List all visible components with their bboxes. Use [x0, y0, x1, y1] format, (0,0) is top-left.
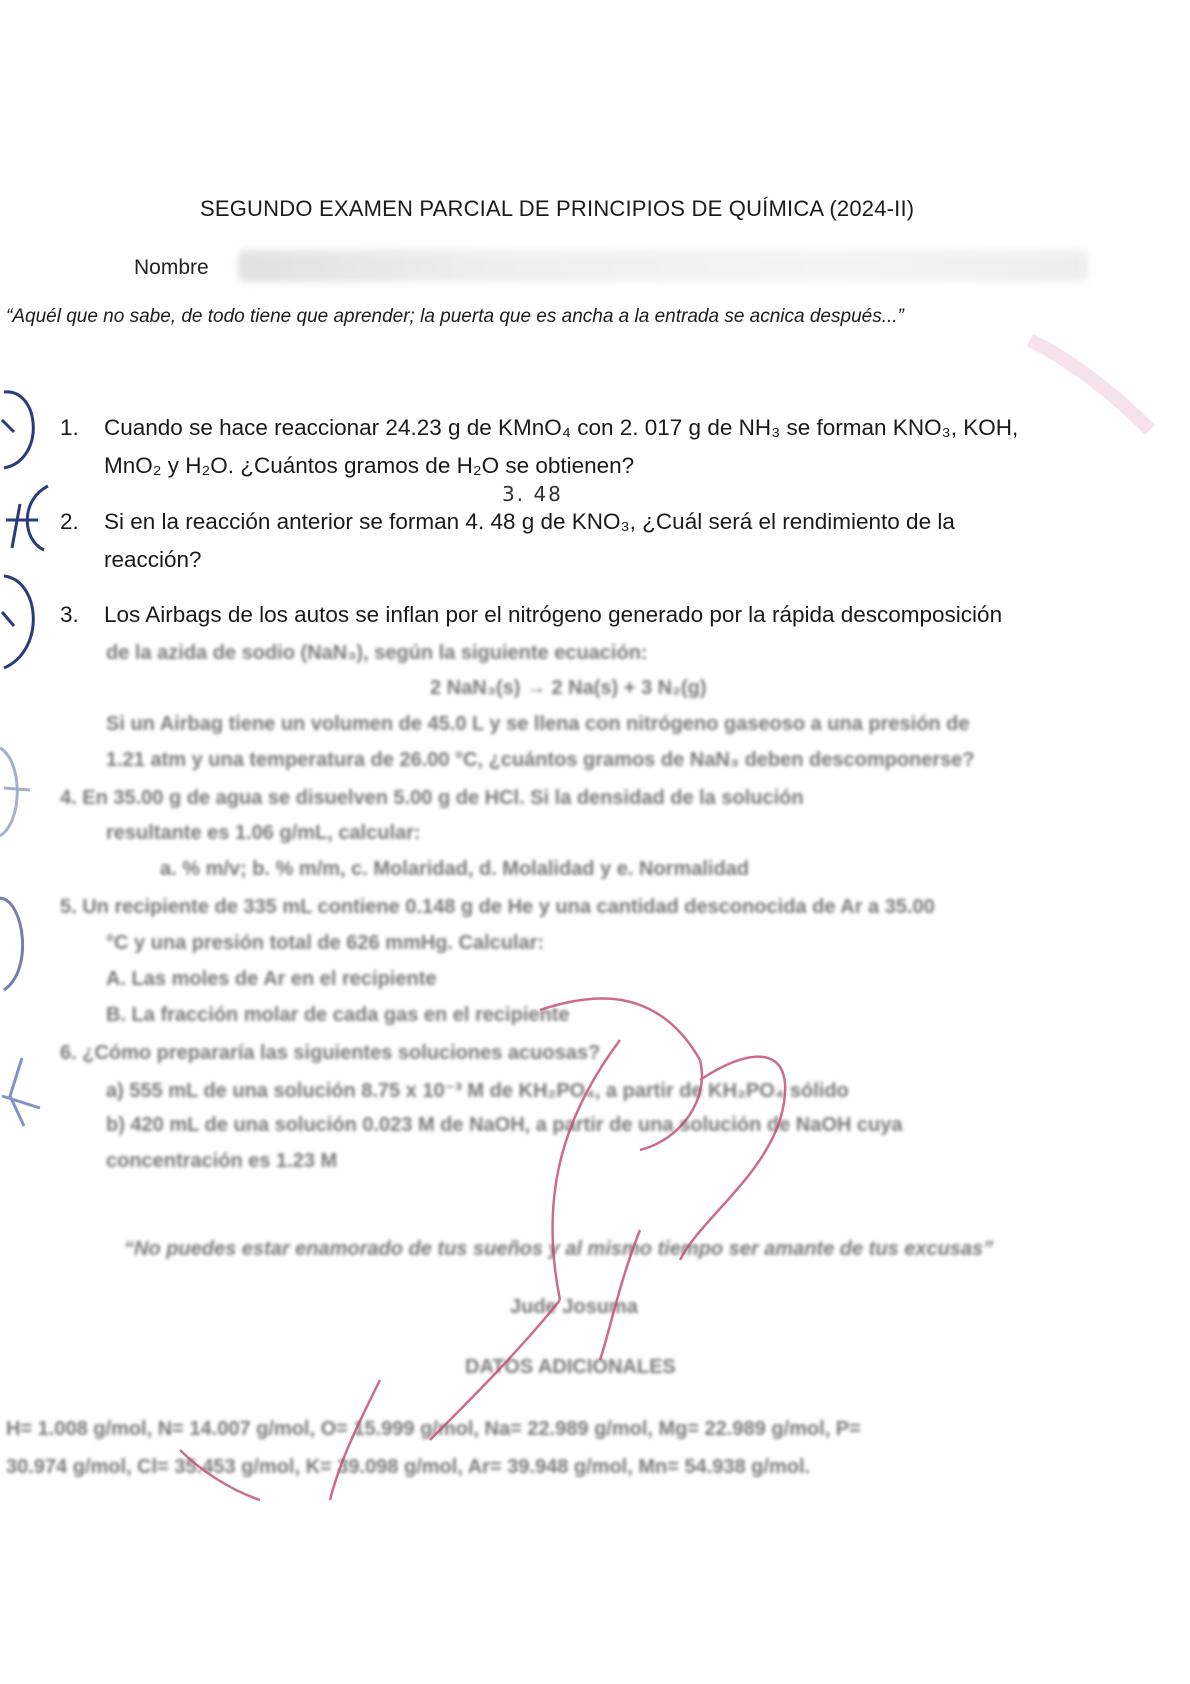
question-text: [104, 596, 1002, 634]
question-number: 1.: [60, 415, 79, 440]
faded-line: Si un Airbag tiene un volumen de 45.0 L y se llena con nitrógeno gaseoso a una presión de: [106, 713, 970, 735]
faded-line: de la azida de sodio (NaN₃), según la siguiente ecuación:: [106, 642, 648, 664]
question-number: 3.: [60, 602, 79, 627]
faded-line: concentración es 1.23 M: [106, 1150, 338, 1172]
handwritten-note: 3. 48: [502, 482, 563, 506]
faded-line: °C y una presión total de 626 mmHg. Calcular:: [106, 932, 545, 954]
question-line: Si en la reacción anterior se forman 4. 48 g de KNO₃, ¿Cuál será el rendimiento de la: [104, 509, 955, 534]
name-label: Nombre: [134, 256, 209, 279]
question-line: Cuando se hace reaccionar 24.23 g de KMnO₄ con 2. 017 g de NH₃ se forman KNO₃, KOH,: [104, 415, 1019, 440]
faded-line: 5. Un recipiente de 335 mL contiene 0.148 g de He y una cantidad desconocida de Ar a 35.00: [60, 896, 935, 918]
question-3: [60, 596, 1120, 636]
grade-mark-4: [0, 748, 30, 836]
exam-title: SEGUNDO EXAMEN PARCIAL DE PRINCIPIOS DE QUÍMICA (2024-II): [200, 196, 915, 221]
faded-line: 1.21 atm y una temperatura de 26.00 °C, ¿cuántos gramos de NaN₃ deben descomponerse?: [106, 749, 975, 771]
grade-mark-2: [6, 486, 48, 550]
grade-mark-1: [4, 392, 33, 468]
grade-mark-3: [4, 576, 33, 668]
question-text: [104, 409, 1018, 485]
faded-line: 2 NaN₃(s) → 2 Na(s) + 3 N₂(g): [430, 677, 707, 699]
question-line: Los Airbags de los autos se inflan por el nitrógeno generado por la rápida descomposición: [104, 602, 1003, 627]
faded-line: resultante es 1.06 g/mL, calcular:: [106, 822, 421, 844]
check-mark-3: [2, 612, 14, 626]
quote-author: Jude Josuma: [510, 1296, 638, 1318]
question-line: reacción?: [104, 547, 202, 572]
faded-line: a. % m/v; b. % m/m, c. Molaridad, d. Molalidad y e. Normalidad: [160, 858, 750, 880]
check-mark-1: [2, 420, 14, 432]
faded-line: a) 555 mL de una solución 8.75 x 10⁻³ M de KH₂PO₄, a partir de KH₂PO₄ sólido: [106, 1080, 849, 1102]
top-quote: “Aquél que no sabe, de todo tiene que aprender; la puerta que es ancha a la entrada se acnica después...”: [6, 306, 904, 327]
question-number: 2.: [60, 509, 79, 534]
faded-line: b) 420 mL de una solución 0.023 M de NaOH, a partir de una solución de NaOH cuya: [106, 1114, 903, 1136]
question-text: [104, 503, 955, 579]
faded-line: A. Las moles de Ar en el recipiente: [106, 968, 437, 990]
datos-title: DATOS ADICIONALES: [465, 1356, 676, 1378]
datos-line: H= 1.008 g/mol, N= 14.007 g/mol, O= 15.999 g/mol, Na= 22.989 g/mol, Mg= 22.989 g/mol, P=: [6, 1418, 861, 1440]
grade-mark-6: [2, 1058, 40, 1126]
faded-line: 4. En 35.00 g de agua se disuelven 5.00 g de HCl. Si la densidad de la solución: [60, 787, 804, 809]
question-2: [60, 503, 1120, 583]
faded-line: 6. ¿Cómo prepararía las siguientes soluciones acuosas?: [60, 1042, 601, 1064]
bottom-quote: “No puedes estar enamorado de tus sueños y al mismo tiempo ser amante de tus excusas”: [124, 1238, 994, 1260]
question-line: MnO₂ y H₂O. ¿Cuántos gramos de H₂O se obtienen?: [104, 453, 635, 478]
grade-mark-5: [0, 898, 23, 990]
faded-line: B. La fracción molar de cada gas en el recipiente: [106, 1004, 570, 1026]
redacted-name: [238, 250, 1088, 282]
datos-line: 30.974 g/mol, Cl= 35.453 g/mol, K= 39.098 g/mol, Ar= 39.948 g/mol, Mn= 54.938 g/mol.: [6, 1456, 811, 1478]
question-1: [60, 409, 1120, 489]
